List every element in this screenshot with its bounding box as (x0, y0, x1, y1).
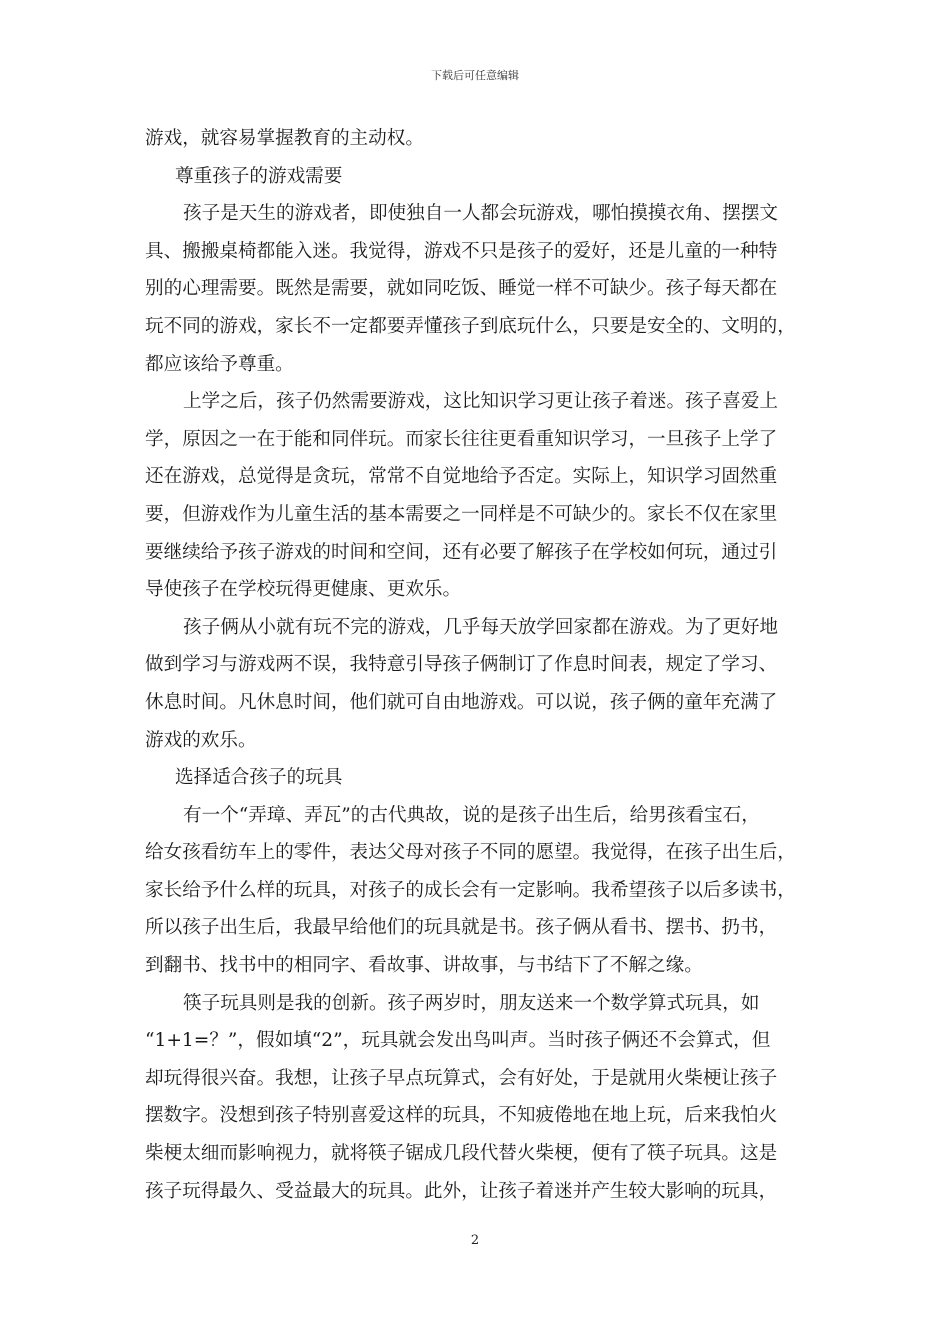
text-line: “1+1=？”，假如填“2”，玩具就会发出鸟叫声。当时孩子俩还不会算式，但 (145, 1030, 771, 1052)
text-line: 要继续给予孩子游戏的时间和空间，还有必要了解孩子在学校如何玩，通过引 (145, 541, 778, 563)
paragraph-first-line: 孩子俩从小就有玩不完的游戏，几乎每天放学回家都在游戏。为了更好地 (183, 616, 779, 638)
text-line: 别的心理需要。既然是需要，就如同吃饭、睡觉一样不可缺少。孩子每天都在 (145, 278, 778, 300)
text-line: 游戏的欢乐。 (145, 729, 257, 751)
text-line: 摆数字。没想到孩子特别喜爱这样的玩具，不知疲倦地在地上玩，后来我怕火 (145, 1105, 778, 1127)
section-heading: 选择适合孩子的玩具 (175, 767, 343, 789)
page-header: 下载后可任意编辑 (431, 69, 519, 82)
text-line: 做到学习与游戏两不误，我特意引导孩子俩制订了作息时间表，规定了学习、 (145, 654, 778, 676)
document-body (145, 120, 811, 1210)
paragraph-first-line: 筷子玩具则是我的创新。孩子两岁时，朋友送来一个数学算式玩具，如 (183, 992, 760, 1014)
text-line: 家长给予什么样的玩具，对孩子的成长会有一定影响。我希望孩子以后多读书， (145, 879, 796, 901)
text-line: 要，但游戏作为儿童生活的基本需要之一同样是不可缺少的。家长不仅在家里 (145, 503, 778, 525)
section-heading: 尊重孩子的游戏需要 (175, 165, 343, 187)
paragraph-first-line: 有一个“弄璋、弄瓦”的古代典故，说的是孩子出生后，给男孩看宝石， (183, 804, 760, 826)
text-line: 却玩得很兴奋。我想，让孩子早点玩算式，会有好处，于是就用火柴梗让孩子 (145, 1067, 778, 1089)
text-line: 还在游戏，总觉得是贪玩，常常不自觉地给予否定。实际上，知识学习固然重 (145, 466, 778, 488)
text-line: 孩子玩得最久、受益最大的玩具。此外，让孩子着迷并产生较大影响的玩具， (145, 1180, 778, 1202)
text-line: 具、搬搬桌椅都能入迷。我觉得，游戏不只是孩子的爱好，还是儿童的一种特 (145, 240, 778, 262)
text-line: 所以孩子出生后，我最早给他们的玩具就是书。孩子俩从看书、摆书、扔书， (145, 917, 778, 939)
text-line: 柴梗太细而影响视力，就将筷子锯成几段代替火柴梗，便有了筷子玩具。这是 (145, 1143, 778, 1165)
text-line: 到翻书、找书中的相同字、看故事、讲故事，与书结下了不解之缘。 (145, 955, 703, 977)
text-line: 休息时间。凡休息时间，他们就可自由地游戏。可以说，孩子俩的童年充满了 (145, 691, 778, 713)
paragraph-first-line: 孩子是天生的游戏者，即使独自一人都会玩游戏，哪怕摸摸衣角、摆摆文 (183, 203, 779, 225)
text-line: 给女孩看纺车上的零件，表达父母对孩子不同的愿望。我觉得，在孩子出生后， (145, 842, 796, 864)
page-number: 2 (470, 1233, 480, 1248)
text-line: 学，原因之一在于能和同伴玩。而家长往往更看重知识学习，一旦孩子上学了 (145, 428, 778, 450)
text-line: 游戏，就容易掌握教育的主动权。 (145, 128, 424, 149)
text-line: 都应该给予尊重。 (145, 353, 294, 375)
text-line: 导使孩子在学校玩得更健康、更欢乐。 (145, 579, 462, 601)
paragraph-first-line: 上学之后，孩子仍然需要游戏，这比知识学习更让孩子着迷。孩子喜爱上 (183, 391, 779, 413)
text-line: 玩不同的游戏，家长不一定都要弄懂孩子到底玩什么，只要是安全的、文明的， (145, 315, 796, 337)
